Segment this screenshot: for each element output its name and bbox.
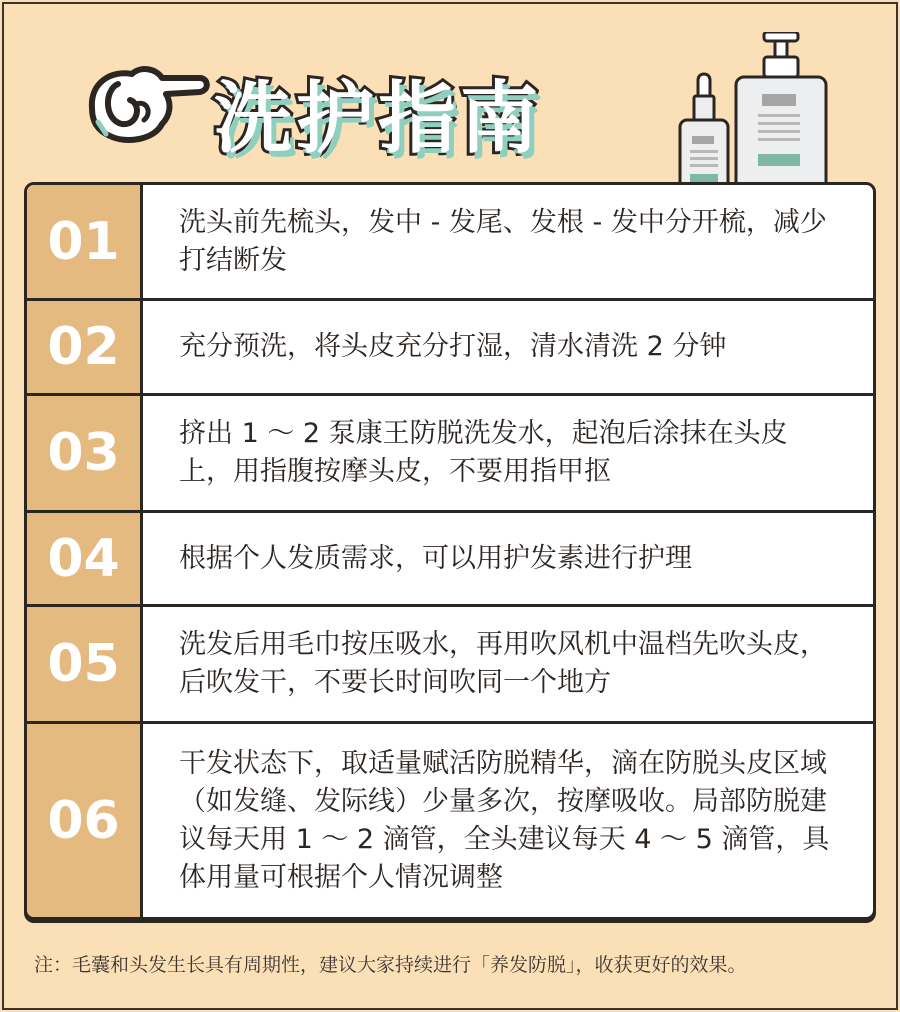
step-row-03: [27, 396, 873, 513]
step-number: 06: [27, 724, 143, 917]
header: [0, 0, 900, 190]
step-text: 洗发后用毛巾按压吸水，再用吹风机中温档先吹头皮，后吹发干，不要长时间吹同一个地方: [179, 629, 827, 698]
step-number: 03: [27, 396, 143, 510]
page-title: 洗护指南: [214, 74, 543, 164]
pointing-hand-icon: [82, 60, 212, 150]
step-text: 根据个人发质需求，可以用护发素进行护理: [179, 542, 692, 574]
step-number: 05: [27, 607, 143, 721]
step-number: 01: [27, 185, 143, 298]
step-row-04: [27, 513, 873, 607]
step-row-06: [27, 724, 873, 917]
step-text: 挤出 1 ～ 2 泵康王防脱洗发水，起泡后涂抹在头皮上，用指腹按摩头皮，不要用指甲抠: [179, 418, 788, 487]
step-row-02: [27, 301, 873, 396]
step-text: 充分预洗，将头皮充分打湿，清水清洗 2 分钟: [179, 331, 727, 362]
step-text: 干发状态下，取适量赋活防脱精华，滴在防脱头皮区域（如发缝、发际线）少量多次，按摩吸收。局部防脱建议每天用 1 ～ 2 滴管，全头建议每天 4 ～ 5 滴管，具体用量可根据个人情况调整: [179, 747, 830, 893]
step-row-05: [27, 607, 873, 724]
footnote: 注：毛囊和头发生长具有周期性，建议大家持续进行「养发防脱」，收获更好的效果。: [34, 954, 747, 976]
bottles-icon: [672, 32, 832, 187]
step-text: 洗头前先梳头，发中 - 发尾、发根 - 发中分开梳，减少打结断发: [179, 206, 827, 276]
step-number: 04: [27, 513, 143, 604]
guide-table: [24, 182, 876, 920]
step-row-01: [27, 185, 873, 301]
step-number: 02: [27, 301, 143, 393]
